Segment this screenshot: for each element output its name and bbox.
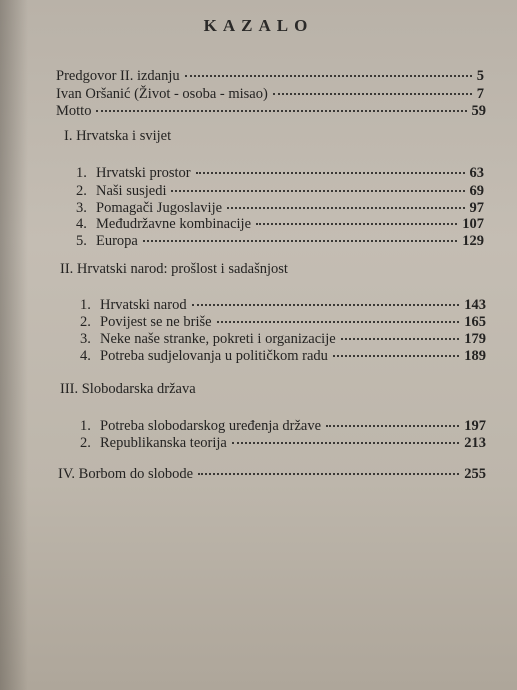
entry-number: 5. — [76, 233, 87, 249]
entry-page: 165 — [464, 314, 486, 330]
entry-label: Hrvatski prostor — [96, 165, 191, 181]
entry-label: Potreba slobodarskog uređenja države — [100, 418, 322, 434]
leader-dots — [171, 190, 464, 192]
toc-entry — [80, 314, 486, 330]
leader-dots — [185, 75, 472, 77]
toc-entry — [76, 200, 484, 216]
entry-label: Povijest se ne briše — [100, 314, 212, 330]
leader-dots — [227, 207, 464, 209]
leader-dots — [192, 304, 460, 306]
entry-label: Republikanska teorija — [100, 435, 227, 451]
entry-label: Međudržavne kombinacije — [96, 216, 252, 232]
entry-label: Europa — [96, 233, 138, 249]
toc-entry — [58, 466, 486, 482]
section-heading: III. Slobodarska država — [60, 381, 196, 397]
leader-dots — [333, 355, 459, 357]
entry-label: Motto — [56, 103, 92, 119]
entry-label: Hrvatski narod — [100, 297, 187, 313]
leader-dots — [273, 93, 472, 95]
entry-page: 107 — [462, 216, 484, 232]
toc-entry — [56, 103, 486, 119]
toc-entry — [80, 348, 486, 364]
section-heading: II. Hrvatski narod: prošlost i sadašnjost — [60, 261, 288, 277]
leader-dots — [326, 425, 459, 427]
leader-dots — [217, 321, 460, 323]
entry-page: 59 — [471, 103, 486, 119]
entry-page: 63 — [469, 165, 484, 181]
entry-page: 197 — [464, 418, 486, 434]
toc-entry — [76, 233, 484, 249]
entry-page: 189 — [464, 348, 486, 364]
entry-label: Ivan Oršanić (Život - osoba - misao) — [56, 86, 268, 102]
section-heading: I. Hrvatska i svijet — [64, 128, 172, 144]
entry-page: 97 — [469, 200, 484, 216]
toc-entry — [80, 418, 486, 434]
leader-dots — [256, 223, 457, 225]
entry-page: 129 — [462, 233, 484, 249]
entry-label: Naši susjedi — [96, 183, 167, 199]
leader-dots — [232, 442, 459, 444]
entry-label: Potreba sudjelovanja u političkom radu — [100, 348, 328, 364]
leader-dots — [143, 240, 457, 242]
entry-page: 255 — [464, 466, 486, 482]
entry-number: 2. — [80, 435, 91, 451]
leader-dots — [96, 110, 466, 112]
entry-number: 3. — [80, 331, 91, 347]
toc-entry — [76, 165, 484, 181]
leader-dots — [198, 473, 459, 475]
entry-label: Pomagači Jugoslavije — [96, 200, 223, 216]
toc-entry — [56, 68, 484, 84]
entry-page: 143 — [464, 297, 486, 313]
entry-number: 4. — [80, 348, 91, 364]
entry-number: 2. — [80, 314, 91, 330]
section-heading: IV. Borbom do slobode — [58, 466, 194, 482]
toc-entry — [56, 86, 484, 102]
entry-number: 2. — [76, 183, 87, 199]
entry-label: Predgovor II. izdanju — [56, 68, 180, 84]
entry-label: Neke naše stranke, pokreti i organizacije — [100, 331, 336, 347]
entry-page: 69 — [469, 183, 484, 199]
leader-dots — [196, 172, 465, 174]
entry-page: 179 — [464, 331, 486, 347]
leader-dots — [341, 338, 460, 340]
entry-number: 1. — [80, 297, 91, 313]
toc-entry — [76, 216, 484, 232]
entry-page: 7 — [476, 86, 484, 102]
entry-number: 4. — [76, 216, 87, 232]
toc-entry — [80, 297, 486, 313]
entry-number: 1. — [80, 418, 91, 434]
toc-entry — [80, 435, 486, 451]
entry-number: 3. — [76, 200, 87, 216]
entry-page: 5 — [476, 68, 484, 84]
entry-page: 213 — [464, 435, 486, 451]
toc-entry — [80, 331, 486, 347]
toc-entry — [76, 183, 484, 199]
page-title: KAZALO — [203, 16, 314, 35]
entry-number: 1. — [76, 165, 87, 181]
